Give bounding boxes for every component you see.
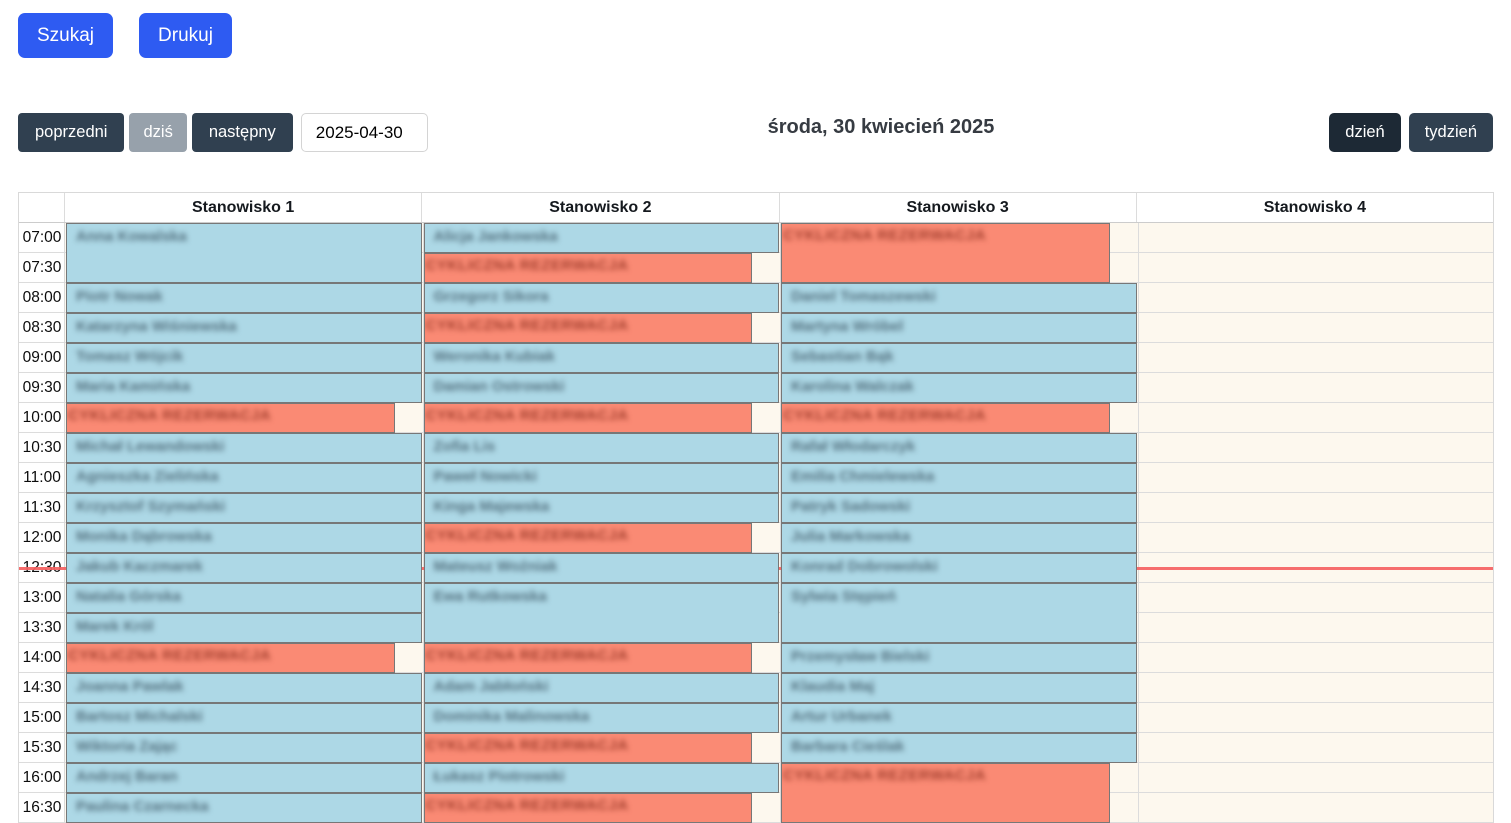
reservation-event[interactable] bbox=[66, 793, 422, 823]
event-label: Monika Dąbrowska bbox=[76, 528, 212, 545]
event-label: CYKLICZNA REZERWACJA bbox=[425, 257, 629, 274]
reservation-event[interactable] bbox=[66, 283, 422, 313]
time-label: 16:30 bbox=[22, 799, 62, 816]
event-label: Emilia Chmielewska bbox=[791, 468, 935, 485]
event-label: CYKLICZNA REZERWACJA bbox=[783, 227, 987, 244]
reservation-event[interactable] bbox=[66, 373, 422, 403]
day-view-button[interactable]: dzień bbox=[1329, 113, 1400, 152]
time-label: 10:00 bbox=[22, 409, 62, 426]
time-label: 14:30 bbox=[22, 679, 62, 696]
time-label: 09:00 bbox=[22, 349, 62, 366]
event-label: Maria Kamińska bbox=[76, 378, 191, 395]
time-label: 08:30 bbox=[22, 319, 62, 336]
event-label: Grzegorz Sikora bbox=[433, 288, 549, 305]
reservation-event[interactable] bbox=[781, 493, 1137, 523]
reservation-event[interactable] bbox=[781, 283, 1137, 313]
column-header: Stanowisko 4 bbox=[1263, 198, 1366, 216]
cyclic-reservation-event[interactable] bbox=[781, 223, 1110, 283]
reservation-event[interactable] bbox=[66, 583, 422, 613]
reservation-event[interactable] bbox=[424, 463, 780, 493]
event-label: CYKLICZNA REZERWACJA bbox=[425, 797, 629, 814]
reservation-event[interactable] bbox=[781, 343, 1137, 373]
reservation-event[interactable] bbox=[424, 553, 780, 583]
reservation-event[interactable] bbox=[781, 703, 1137, 733]
cyclic-reservation-event[interactable] bbox=[424, 643, 753, 673]
print-button[interactable]: Drukuj bbox=[139, 13, 232, 58]
grid-column-divider bbox=[1138, 223, 1139, 823]
event-label: Paweł Nowicki bbox=[433, 468, 537, 485]
week-view-button[interactable]: tydzień bbox=[1409, 113, 1493, 152]
reservation-event[interactable] bbox=[424, 433, 780, 463]
event-label: CYKLICZNA REZERWACJA bbox=[425, 737, 629, 754]
event-label: Daniel Tomaszewski bbox=[791, 288, 936, 305]
schedule-table bbox=[18, 192, 1494, 823]
event-label: CYKLICZNA REZERWACJA bbox=[425, 647, 629, 664]
event-label: Adam Jabłoński bbox=[433, 678, 549, 695]
reservation-event[interactable] bbox=[781, 643, 1137, 673]
reservation-event[interactable] bbox=[781, 463, 1137, 493]
event-label: Julia Markowska bbox=[791, 528, 911, 545]
event-label: Ewa Rutkowska bbox=[433, 588, 547, 605]
reservation-event[interactable] bbox=[66, 613, 422, 643]
event-label: Sylwia Stępień bbox=[791, 588, 897, 605]
time-label: 11:30 bbox=[23, 499, 61, 516]
reservation-event[interactable] bbox=[66, 313, 422, 343]
event-label: CYKLICZNA REZERWACJA bbox=[425, 527, 629, 544]
event-label: Dominika Malinowska bbox=[433, 708, 590, 725]
event-label: Artur Urbanek bbox=[791, 708, 892, 725]
event-label: Łukasz Piotrowski bbox=[433, 768, 565, 785]
reservation-event[interactable] bbox=[781, 373, 1137, 403]
event-label: Anna Kowalska bbox=[76, 228, 187, 245]
reservation-event[interactable] bbox=[781, 553, 1137, 583]
event-label: Weronika Kubiak bbox=[433, 348, 555, 365]
cyclic-reservation-event[interactable] bbox=[424, 313, 753, 343]
reservation-event[interactable] bbox=[66, 553, 422, 583]
reservation-event[interactable] bbox=[424, 223, 780, 253]
time-label: 16:00 bbox=[22, 769, 62, 786]
event-label: CYKLICZNA REZERWACJA bbox=[425, 317, 629, 334]
reservation-event[interactable] bbox=[781, 433, 1137, 463]
reservation-event[interactable] bbox=[424, 763, 780, 793]
reservation-event[interactable] bbox=[424, 283, 780, 313]
time-label: 07:30 bbox=[22, 259, 62, 276]
reservation-event[interactable] bbox=[781, 583, 1137, 643]
cyclic-reservation-event[interactable] bbox=[424, 733, 753, 763]
time-label: 12:00 bbox=[22, 529, 62, 546]
event-label: Krzysztof Szymański bbox=[76, 498, 226, 515]
schedule-header bbox=[19, 193, 1493, 223]
cyclic-reservation-event[interactable] bbox=[66, 643, 395, 673]
column-header: Stanowisko 1 bbox=[65, 193, 422, 222]
event-label: Natalia Górska bbox=[76, 588, 182, 605]
time-label: 10:30 bbox=[22, 439, 62, 456]
time-label: 15:30 bbox=[22, 739, 62, 756]
reservation-event[interactable] bbox=[66, 763, 422, 793]
time-label: 14:00 bbox=[22, 649, 62, 666]
event-label: Marek Król bbox=[76, 618, 154, 635]
event-label: Wiktoria Zając bbox=[76, 738, 178, 755]
event-label: Bartosz Michalski bbox=[76, 708, 203, 725]
event-label: Karolina Walczak bbox=[791, 378, 914, 395]
reservation-event[interactable] bbox=[66, 223, 422, 283]
event-label: Jakub Kaczmarek bbox=[76, 558, 203, 575]
event-label: CYKLICZNA REZERWACJA bbox=[783, 407, 987, 424]
top-actions bbox=[18, 13, 232, 58]
reservation-event[interactable] bbox=[66, 343, 422, 373]
reservation-event[interactable] bbox=[66, 673, 422, 703]
event-label: Zofia Lis bbox=[433, 438, 496, 455]
time-label: 13:30 bbox=[22, 619, 62, 636]
event-label: Patryk Sadowski bbox=[791, 498, 911, 515]
event-label: Tomasz Wójcik bbox=[76, 348, 184, 365]
event-label: Mateusz Woźniak bbox=[433, 558, 558, 575]
date-input[interactable] bbox=[301, 113, 428, 152]
event-label: Andrzej Baran bbox=[76, 768, 178, 785]
cyclic-reservation-event[interactable] bbox=[781, 403, 1110, 433]
reservation-event[interactable] bbox=[781, 733, 1137, 763]
reservation-event[interactable] bbox=[66, 703, 422, 733]
reservation-event[interactable] bbox=[424, 583, 780, 643]
event-label: Martyna Wróbel bbox=[791, 318, 904, 335]
event-label: Agnieszka Zielińska bbox=[76, 468, 219, 485]
reservation-event[interactable] bbox=[781, 523, 1137, 553]
event-label: Rafał Włodarczyk bbox=[791, 438, 916, 455]
event-label: Przemysław Bielski bbox=[791, 648, 930, 665]
view-switcher bbox=[1329, 113, 1493, 152]
reservation-event[interactable] bbox=[424, 703, 780, 733]
reservation-event[interactable] bbox=[66, 463, 422, 493]
event-label: Alicja Jankowska bbox=[433, 228, 558, 245]
reservation-event[interactable] bbox=[66, 733, 422, 763]
schedule-grid[interactable] bbox=[19, 223, 1493, 823]
time-label: 08:00 bbox=[22, 289, 62, 306]
header-corner-cell bbox=[19, 193, 65, 222]
time-label: 11:00 bbox=[23, 469, 61, 486]
reservation-event[interactable] bbox=[424, 343, 780, 373]
event-label: Joanna Pawlak bbox=[76, 678, 184, 695]
event-label: CYKLICZNA REZERWACJA bbox=[425, 407, 629, 424]
event-label: Barbara Cieślak bbox=[791, 738, 905, 755]
reservation-event[interactable] bbox=[424, 673, 780, 703]
event-label: Konrad Dobrowolski bbox=[791, 558, 938, 575]
event-label: Sebastian Bąk bbox=[791, 348, 894, 365]
reservation-event[interactable] bbox=[781, 673, 1137, 703]
event-label: Klaudia Maj bbox=[791, 678, 875, 695]
reservation-event[interactable] bbox=[66, 523, 422, 553]
previous-day-button[interactable]: poprzedni bbox=[18, 113, 124, 152]
reservation-event[interactable] bbox=[781, 313, 1137, 343]
event-label: Michał Lewandowski bbox=[76, 438, 225, 455]
cyclic-reservation-event[interactable] bbox=[66, 403, 395, 433]
event-label: CYKLICZNA REZERWACJA bbox=[68, 647, 272, 664]
reservation-event[interactable] bbox=[66, 493, 422, 523]
time-label: 13:00 bbox=[22, 589, 62, 606]
cyclic-reservation-event[interactable] bbox=[424, 793, 753, 823]
reservation-event[interactable] bbox=[424, 373, 780, 403]
event-label: Kinga Majewska bbox=[433, 498, 550, 515]
today-button[interactable]: dziś bbox=[129, 113, 186, 152]
cyclic-reservation-event[interactable] bbox=[424, 403, 753, 433]
current-date-title: środa, 30 kwiecień 2025 bbox=[767, 116, 995, 138]
reservation-event[interactable] bbox=[424, 493, 780, 523]
cyclic-reservation-event[interactable] bbox=[424, 253, 753, 283]
event-label: Damian Ostrowski bbox=[433, 378, 565, 395]
event-label: CYKLICZNA REZERWACJA bbox=[68, 407, 272, 424]
time-label: 09:30 bbox=[22, 379, 62, 396]
search-button[interactable]: Szukaj bbox=[18, 13, 113, 58]
time-label: 07:00 bbox=[22, 229, 62, 246]
date-navigation bbox=[18, 113, 428, 152]
cyclic-reservation-event[interactable] bbox=[424, 523, 753, 553]
event-label: CYKLICZNA REZERWACJA bbox=[783, 767, 987, 784]
next-day-button[interactable]: następny bbox=[192, 113, 293, 152]
event-label: Katarzyna Wiśniewska bbox=[76, 318, 237, 335]
time-label: 15:00 bbox=[22, 709, 62, 726]
column-header: Stanowisko 2 bbox=[422, 193, 779, 222]
reservation-event[interactable] bbox=[66, 433, 422, 463]
event-label: Piotr Nowak bbox=[76, 288, 163, 305]
column-header: Stanowisko 3 bbox=[780, 193, 1137, 222]
cyclic-reservation-event[interactable] bbox=[781, 763, 1110, 823]
event-label: Paulina Czarnecka bbox=[76, 798, 209, 815]
